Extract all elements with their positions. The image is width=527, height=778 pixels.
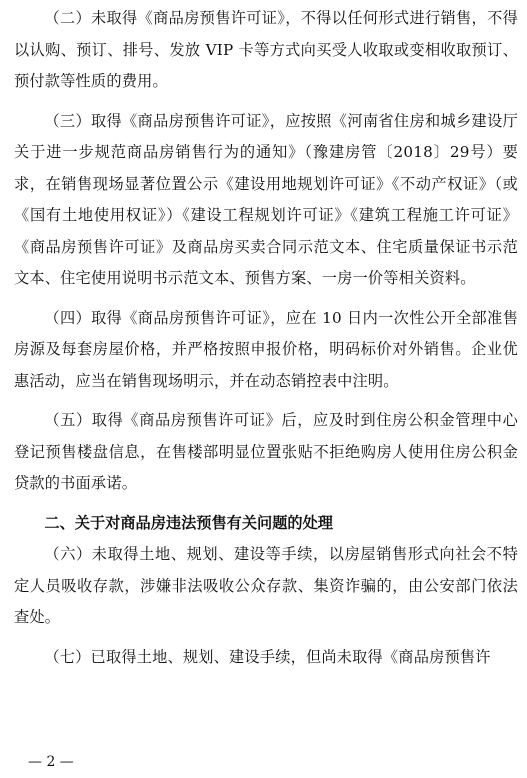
paragraph-4: （四）取得《商品房预售许可证》，应在 10 日内一次性公开全部准售房源及每套房屋价格，并严格按照申报价格，明码标价对外销售。企业优惠活动，应当在销售现场明示，并在动态销控表中注明。 xyxy=(14,308,518,390)
page-number: — 2 — xyxy=(28,754,74,770)
paragraph-2: （二）未取得《商品房预售许可证》，不得以任何形式进行销售，不得以认购、预订、排号、发放 VIP 卡等方式向买受人收取或变相收取预订、预付款等性质的费用。 xyxy=(14,9,518,90)
paragraph-6: （六）未取得土地、规划、建设等手续，以房屋销售形式向社会不特定人员吸收存款，涉嫌非法吸收公众存款、集资诈骗的，由公安部门依法查处。 xyxy=(14,545,518,626)
paragraph-3: （三）取得《商品房预售许可证》，应按照《河南省住房和城乡建设厅关于进一步规范商品房销售行为的通知》（豫建房管〔2018〕29号）要求，在销售现场显著位置公示《建设用地规划许可证》《不动产权证》（或《国有土地使用权证》）《建设工程规划许可证》《建筑工程施工许可证》《商品房预售许可证》及商品房买卖合同示范文本、住宅质量保证书示范文本、住宅使用说明书示范文本、预售方案、一房一价等相关资料。 xyxy=(14,111,518,287)
section-heading-2: 二、关于对商品房违法预售有关问题的处理 xyxy=(44,513,333,532)
paragraph-5: （五）取得《商品房预售许可证》后，应及时到住房公积金管理中心登记预售楼盘信息，在售楼部明显位置张贴不拒绝购房人使用住房公积金贷款的书面承诺。 xyxy=(14,411,518,492)
paragraph-7: （七）已取得土地、规划、建设手续，但尚未取得《商品房预售许 xyxy=(44,647,491,666)
document-body xyxy=(14,3,518,673)
